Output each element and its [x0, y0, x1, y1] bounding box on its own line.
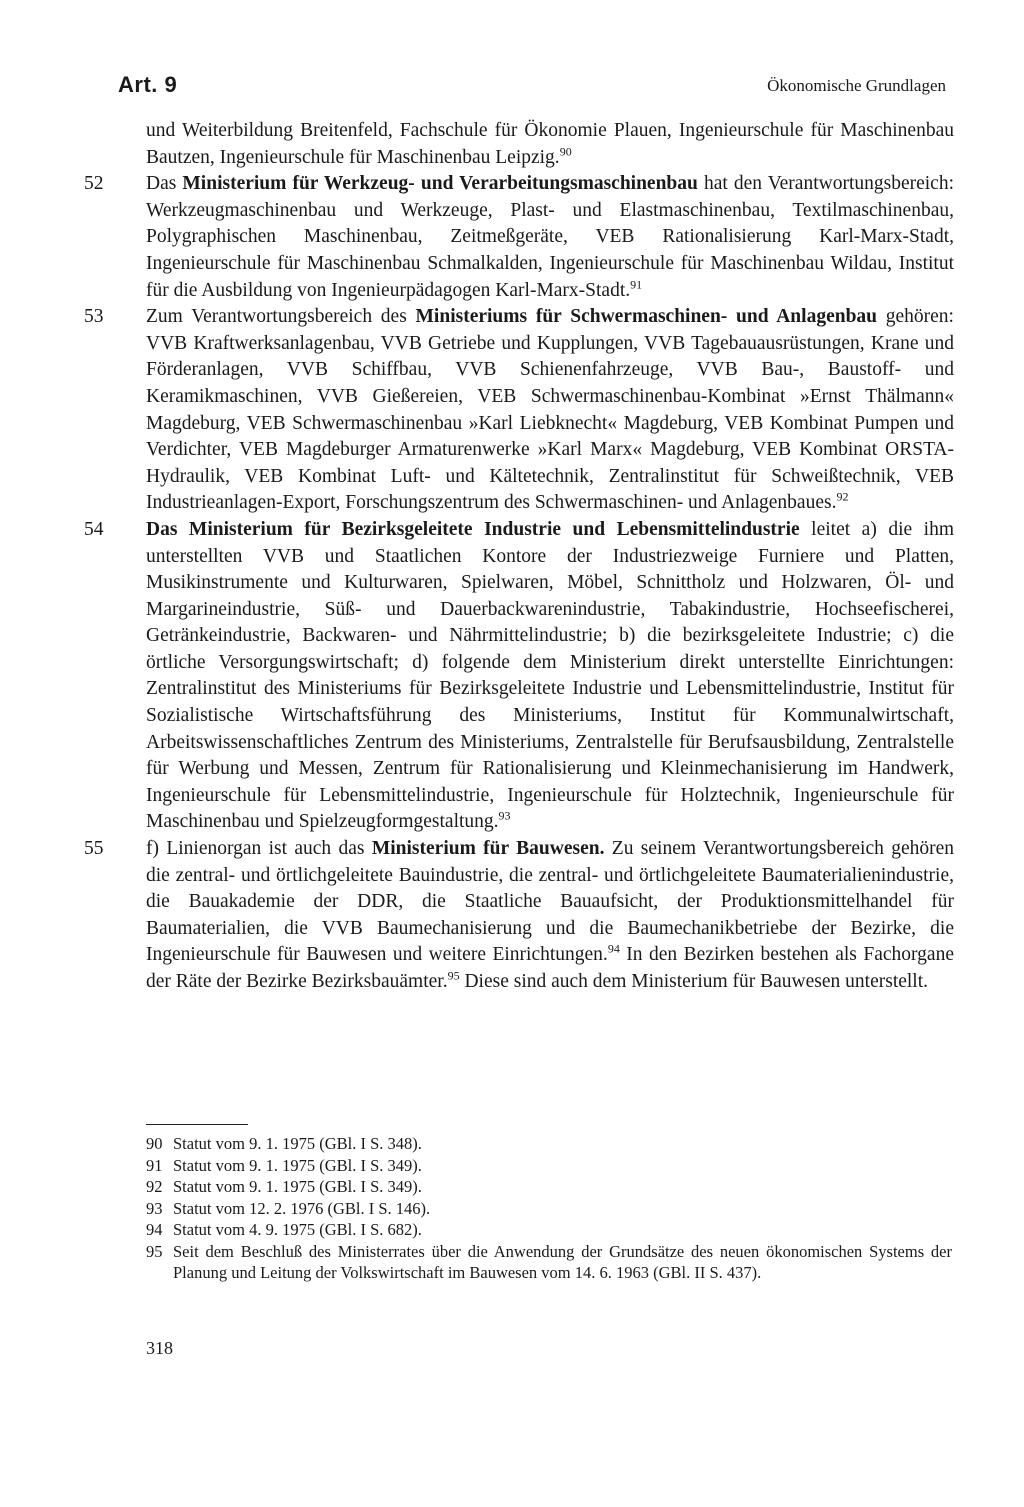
footnote-ref: 94: [607, 941, 620, 956]
running-header-article: Art. 9: [118, 72, 178, 97]
footnote-ref: 90: [559, 144, 572, 159]
margin-number: 55: [84, 838, 104, 860]
footnote-text: Statut vom 9. 1. 1975 (GBl. I S. 349).: [173, 1155, 422, 1175]
paragraph-lead: Das: [146, 173, 183, 195]
margin-number: 52: [84, 173, 104, 195]
page-number: 318: [146, 1338, 173, 1358]
footnote-number: 90: [146, 1134, 163, 1153]
margin-number: 54: [84, 518, 104, 540]
paragraph-bold: Ministeriums für Schwermaschinen- und Anlagenbau: [415, 306, 878, 328]
paragraph-text: Zu seinem Verantwortungsbereich gehören die zentral- und örtlichgeleitete Bauindustrie, die zentral- und örtlichgeleitete Baumaterialienindustrie, die Bauakademie der DDR, die Staatliche Bauaufsicht, der Produktionsmittelhandel für Baumaterialien, die VVB Baumechanisierung und die Baumechanikbetriebe der Bezirke, die Ingenieurschule für Bauwesen und weitere Einrichtungen.: [146, 838, 954, 966]
footnote-text: Statut vom 4. 9. 1975 (GBl. I S. 682).: [173, 1220, 422, 1239]
footnote-text: Seit dem Beschluß des Ministerrates über die Anwendung der Grundsätze des neuen ökonomischen Systems der Planung und Leitung der Volkswirtschaft im Bauwesen vom 14. 6. 1963 (GBl. II S. 437).: [173, 1241, 952, 1282]
footnote: [146, 1241, 952, 1284]
footnote-text: Statut vom 9. 1. 1975 (GBl. I S. 348).: [173, 1134, 422, 1153]
paragraph-bold: Das Ministerium für Bezirksgeleitete Industrie und Lebensmittelindustrie: [146, 518, 800, 540]
footnote-text: Statut vom 12. 2. 1976 (GBl. I S. 146).: [173, 1198, 431, 1218]
paragraph-text: hat den Verantwortungsbereich: Werkzeugmaschinenbau und Werkzeuge, Plast- und Elastmaschinenbau, Textilmaschinenbau, Polygraphischen Maschinenbau, Zeitmeßgeräte, VEB Rationalisierung Karl-Marx-Stadt, Ingenieurschule für Maschinenbau Schmalkalden, Ingenieurschule für Maschinenbau Wildau, Institut für die Ausbildung von Ingenieurpädagogen Karl-Marx-Stadt.: [146, 173, 954, 301]
paragraph-54: [84, 517, 954, 836]
footnote-text: Statut vom 9. 1. 1975 (GBl. I S. 349).: [173, 1177, 422, 1196]
footnotes: [146, 1133, 952, 1284]
paragraph-53: [84, 304, 954, 517]
paragraph-lead: Zum Verantwortungsbereich des: [146, 306, 416, 328]
footnote-number: 92: [146, 1177, 163, 1196]
paragraph-text: und Weiterbildung Breitenfeld, Fachschule für Ökonomie Plauen, Ingenieurschule für Maschinenbau Bautzen, Ingenieurschule für Maschinenbau Leipzig.: [146, 120, 954, 168]
paragraph-text: Diese sind auch dem Ministerium für Bauwesen unterstellt.: [459, 971, 929, 992]
paragraph-text: gehören: VVB Kraftwerksanlagenbau, VVB Getriebe und Kupplungen, VVB Tagebauausrüstungen, Krane und Förderanlagen, VVB Schiffbau, VVB Schienenfahrzeuge, VVB Bau-, Baustoff- und Keramikmaschinen, VVB Gießereien, VEB Schwermaschinenbau-Kombinat »Ernst Thälmann« Magdeburg, VEB Schwermaschinenbau »Karl Liebknecht« Magdeburg, VEB Kombinat Pumpen und Verdichter, VEB Magdeburger Armaturenwerke »Karl Marx« Magdeburg, VEB Kombinat ORSTA-Hydraulik, VEB Kombinat Luft- und Kältetechnik, Zentralinstitut für Schweißtechnik, VEB Industrieanlagen-Export, Forschungszentrum des Schwermaschinen- und Anlagenbaues.: [146, 306, 954, 514]
body-text: [84, 118, 954, 996]
margin-number: 53: [84, 306, 104, 328]
footnote-number: 94: [146, 1220, 163, 1239]
footnote: [146, 1133, 952, 1155]
paragraph-continuation: [84, 118, 954, 171]
footnote: [146, 1198, 952, 1220]
paragraph-52: [84, 171, 954, 304]
footnote: [146, 1219, 952, 1241]
paragraph-text: In den Bezirken bestehen als Fachorgane der Räte der Bezirke Bezirksbauämter.: [146, 944, 954, 992]
footnote-number: 95: [146, 1241, 163, 1261]
footnote-number: 93: [146, 1198, 163, 1218]
paragraph-text: leitet a) die ihm unterstellten VVB und Staatlichen Kontore der Industriezweige Furniere und Platten, Musikinstrumente und Kulturwaren, Spielwaren, Möbel, Schnittholz und Holzwaren, Öl- und Margarineindustrie, Süß- und Dauerbackwarenindustrie, Tabakindustrie, Hochseefischerei, Getränkeindustrie, Backwaren- und Nährmittelindustrie; b) die bezirksgeleitete Industrie; c) die örtliche Versorgungswirtschaft; d) folgende dem Ministerium direkt unterstellte Einrichtungen: Zentralinstitut des Ministeriums für Bezirksgeleitete Industrie und Lebensmittelindustrie, Institut für Sozialistische Wirtschaftsführung des Ministeriums, Institut für Kommunalwirtschaft, Arbeitswissenschaftliches Zentrum des Ministeriums, Zentralstelle für Berufsausbildung, Zentralstelle für Werbung und Messen, Zentrum für Rationalisierung und Kleinmechanisierung im Handwerk, Ingenieurschule für Lebensmittelindustrie, Ingenieurschule für Holztechnik, Ingenieurschule für Maschinenbau und Spielzeugformgestaltung.: [146, 518, 954, 833]
footnote-ref: 92: [836, 489, 849, 504]
footnote: [146, 1155, 952, 1177]
paragraph-bold: Ministerium für Werkzeug- und Verarbeitungsmaschinenbau: [182, 173, 698, 195]
paragraph-bold: Ministerium für Bauwesen.: [371, 838, 605, 860]
paragraph-55: [84, 836, 954, 996]
footnote-ref: 93: [498, 808, 511, 823]
footnote-ref: 91: [630, 277, 643, 292]
paragraph-lead: f) Linienorgan ist auch das: [146, 838, 372, 860]
footnote: [146, 1176, 952, 1198]
footnote-ref: 95: [447, 968, 460, 983]
running-header-section: Ökonomische Grundlagen: [767, 76, 946, 95]
footnote-number: 91: [146, 1155, 163, 1175]
footnote-separator: [146, 1124, 248, 1125]
